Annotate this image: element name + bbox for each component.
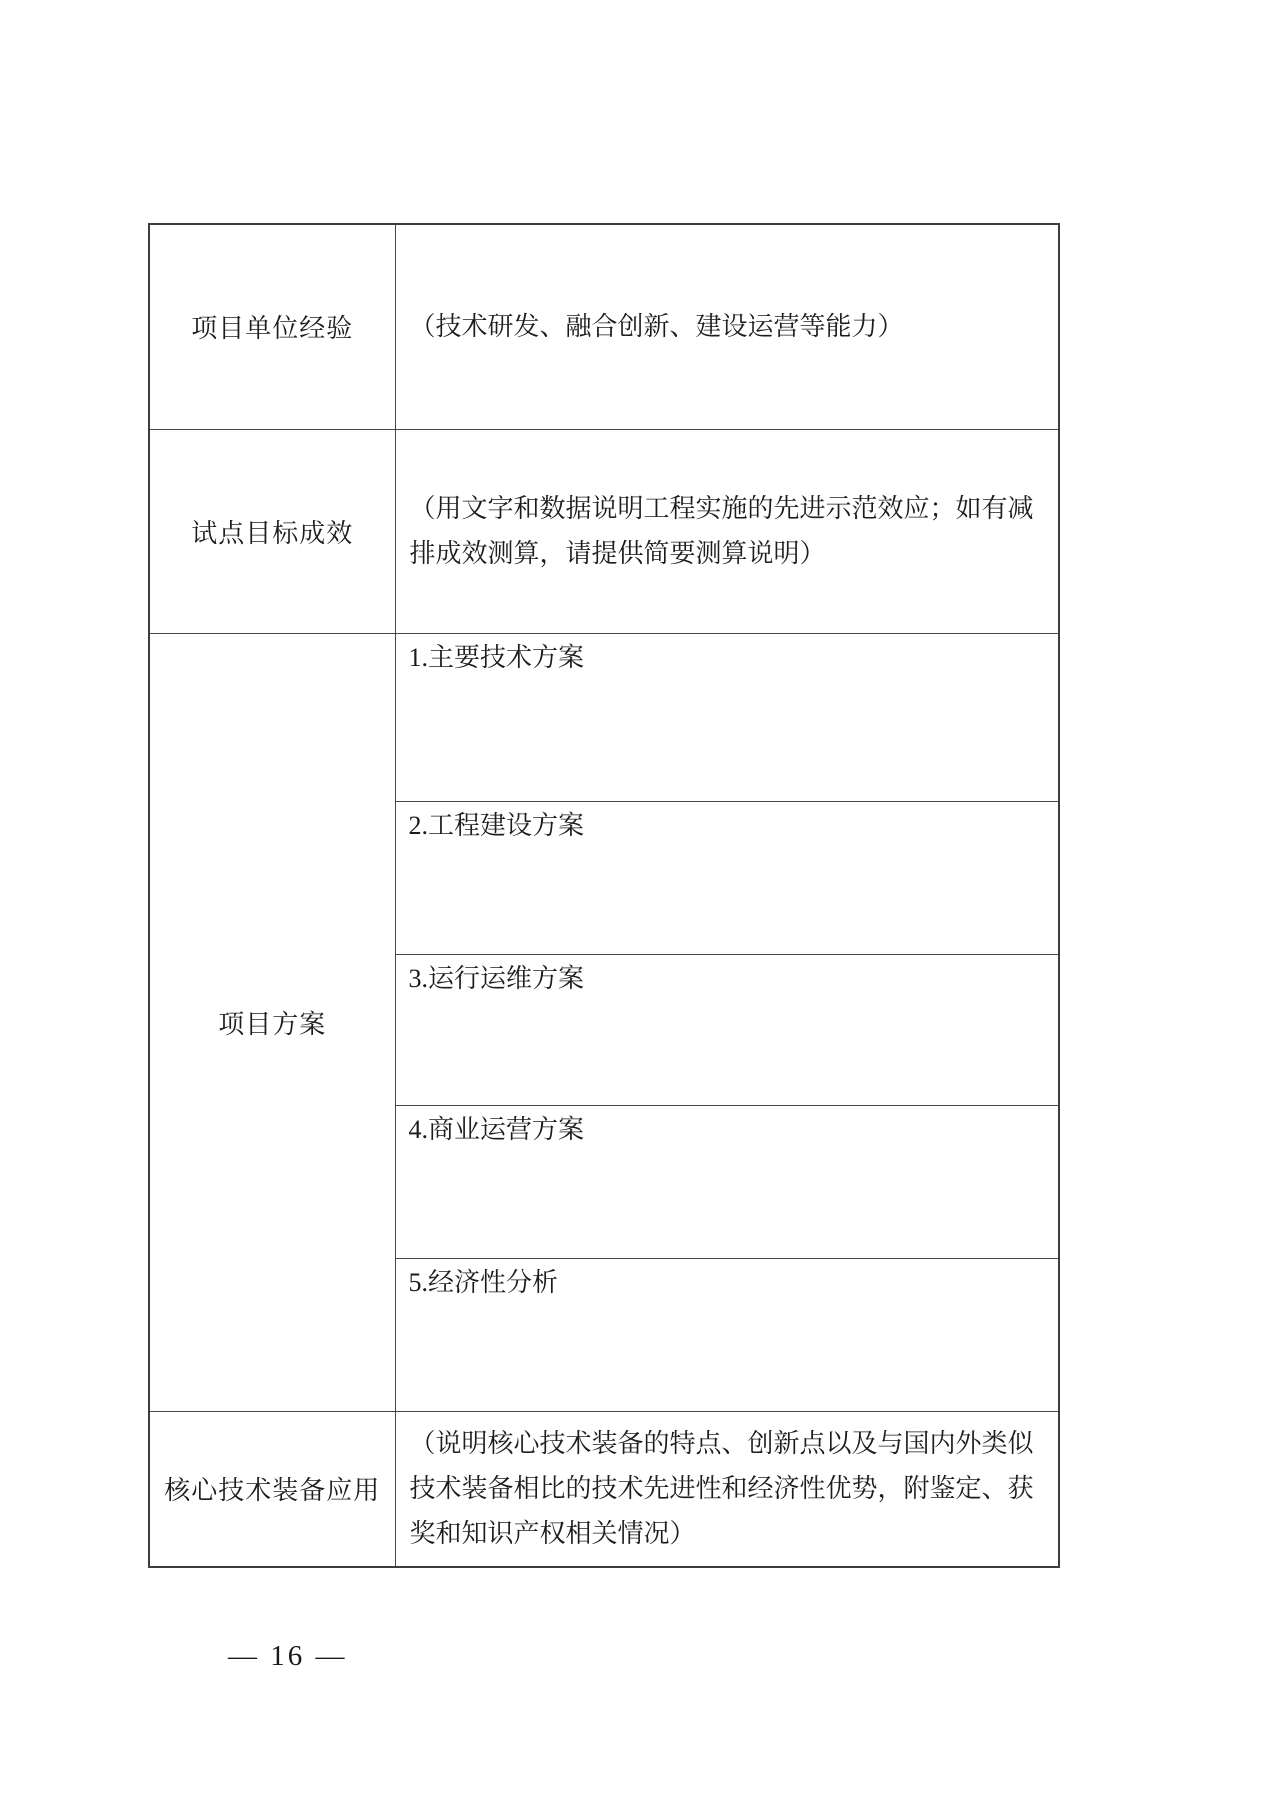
plan-subrow-1 [395,633,1059,801]
pilot-goals-hint-line-1: （用文字和数据说明工程实施的先进示范效应；如有减 [409,494,1034,523]
plan-item-commercial-operation: 4.商业运营方案 [408,1114,585,1144]
row-label-unit-experience: 项目单位经验 [149,224,395,429]
plan-subrow-4 [395,1105,1059,1258]
core-tech-hint-line-3: 奖和知识产权相关情况） [409,1519,696,1549]
plan-item-operation-maintenance: 3.运行运维方案 [408,963,585,993]
row-content-pilot-goals [395,429,1059,633]
table-row [149,1411,1059,1567]
plan-item-construction: 2.工程建设方案 [408,810,585,840]
row-label-core-tech-equipment: 核心技术装备应用 [149,1411,395,1567]
unit-experience-hint-text: （技术研发、融合创新、建设运营等能力） [409,312,904,342]
page-number: — 16 — [228,1640,348,1672]
row-label-project-plan: 项目方案 [149,633,395,1411]
plan-item-main-technical: 1.主要技术方案 [408,642,585,672]
plan-subrow-2 [395,801,1059,954]
pilot-goals-hint-line-2: 排成效测算，请提供简要测算说明） [409,539,826,568]
plan-subrow-3 [395,954,1059,1105]
row-label-pilot-goals: 试点目标成效 [149,429,395,633]
row-content-core-tech-equipment [395,1411,1059,1567]
table-row [149,429,1059,633]
table-row [149,633,1059,801]
core-tech-hint-line-1: （说明核心技术装备的特点、创新点以及与国内外类似 [409,1429,1034,1459]
plan-item-economic-analysis: 5.经济性分析 [408,1267,559,1297]
application-form-table [148,223,1060,1568]
table-row [149,224,1059,429]
row-content-unit-experience [395,224,1059,429]
plan-subrow-5 [395,1258,1059,1411]
core-tech-hint-line-2: 技术装备相比的技术先进性和经济性优势，附鉴定、获 [409,1474,1034,1504]
